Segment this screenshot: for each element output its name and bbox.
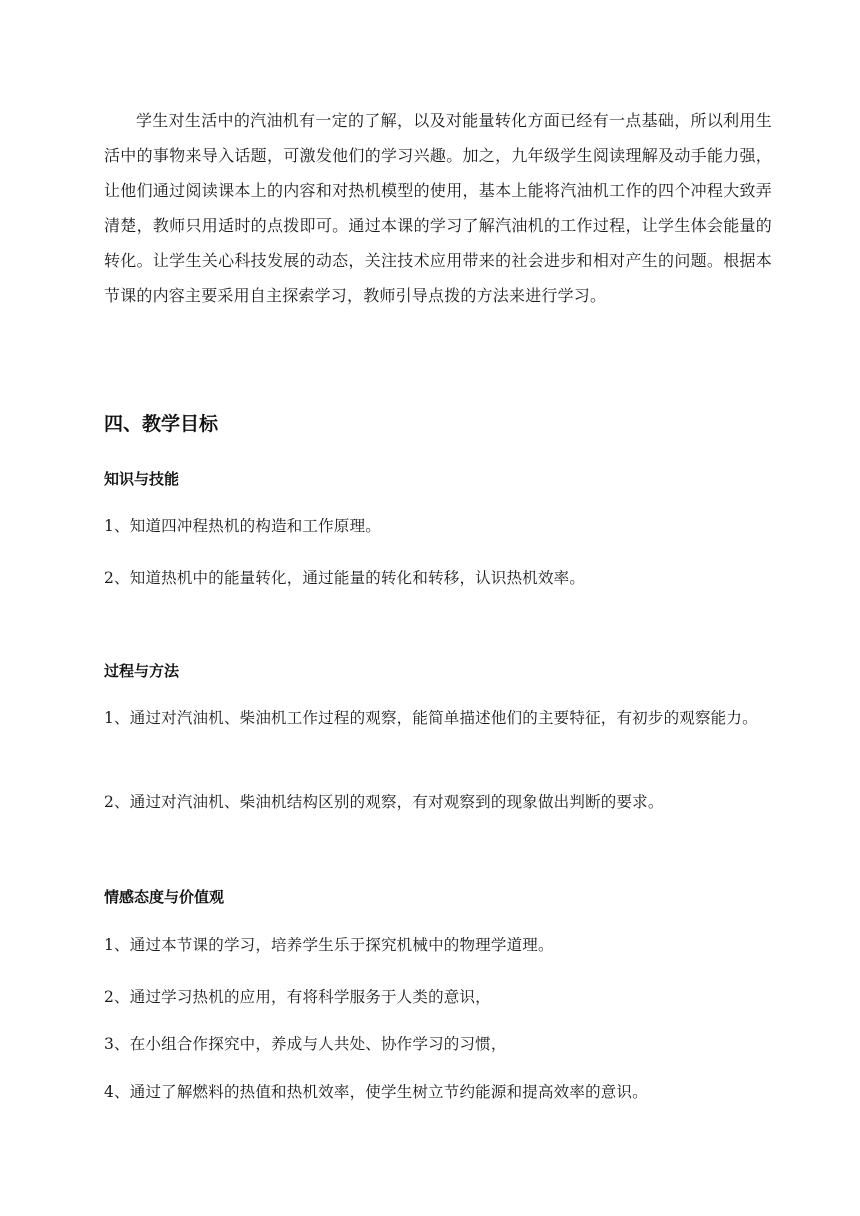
process-title: 过程与方法 bbox=[104, 662, 180, 680]
intro-paragraph: 学生对生活中的汽油机有一定的了解，以及对能量转化方面已经有一点基础，所以利用生活中的事物来导入话题，可激发他们的学习兴趣。加之，九年级学生阅读理解及动手能力强，让他们通过阅读课本上的内容和对热机模型的使用，基本上能将汽油机工作的四个冲程大致弄清楚，教师只用适时的点拨即可。通过本课的学习了解汽油机的工作过程，让学生体会能量的转化。让学生关心科技发展的动态，关注技术应用带来的社会进步和相对产生的问题。根据本节课的内容主要采用自主探索学习，教师引导点拨的方法来进行学习。 bbox=[104, 111, 772, 305]
emotion-item-1: 1、通过本节课的学习，培养学生乐于探究机械中的物理学道理。 bbox=[104, 936, 554, 954]
emotion-item-4: 4、通过了解燃料的热值和热机效率，使学生树立节约能源和提高效率的意识。 bbox=[104, 1083, 648, 1101]
process-item-2: 2、通过对汽油机、柴油机结构区别的观察，有对观察到的现象做出判断的要求。 bbox=[104, 793, 664, 811]
knowledge-item-1: 1、知道四冲程热机的构造和工作原理。 bbox=[104, 517, 381, 535]
knowledge-item-2: 2、知道热机中的能量转化，通过能量的转化和转移，认识热机效率。 bbox=[104, 569, 586, 587]
emotion-title: 情感态度与价值观 bbox=[104, 888, 225, 906]
knowledge-title: 知识与技能 bbox=[104, 470, 180, 488]
section-title: 四、教学目标 bbox=[104, 413, 219, 435]
emotion-item-2: 2、通过学习热机的应用，有将科学服务于人类的意识， bbox=[104, 988, 491, 1006]
process-item-1: 1、通过对汽油机、柴油机工作过程的观察，能简单描述他们的主要特征，有初步的观察能力。 bbox=[104, 709, 758, 727]
emotion-item-3: 3、在小组合作探究中，养成与人共处、协作学习的习惯， bbox=[104, 1035, 507, 1053]
